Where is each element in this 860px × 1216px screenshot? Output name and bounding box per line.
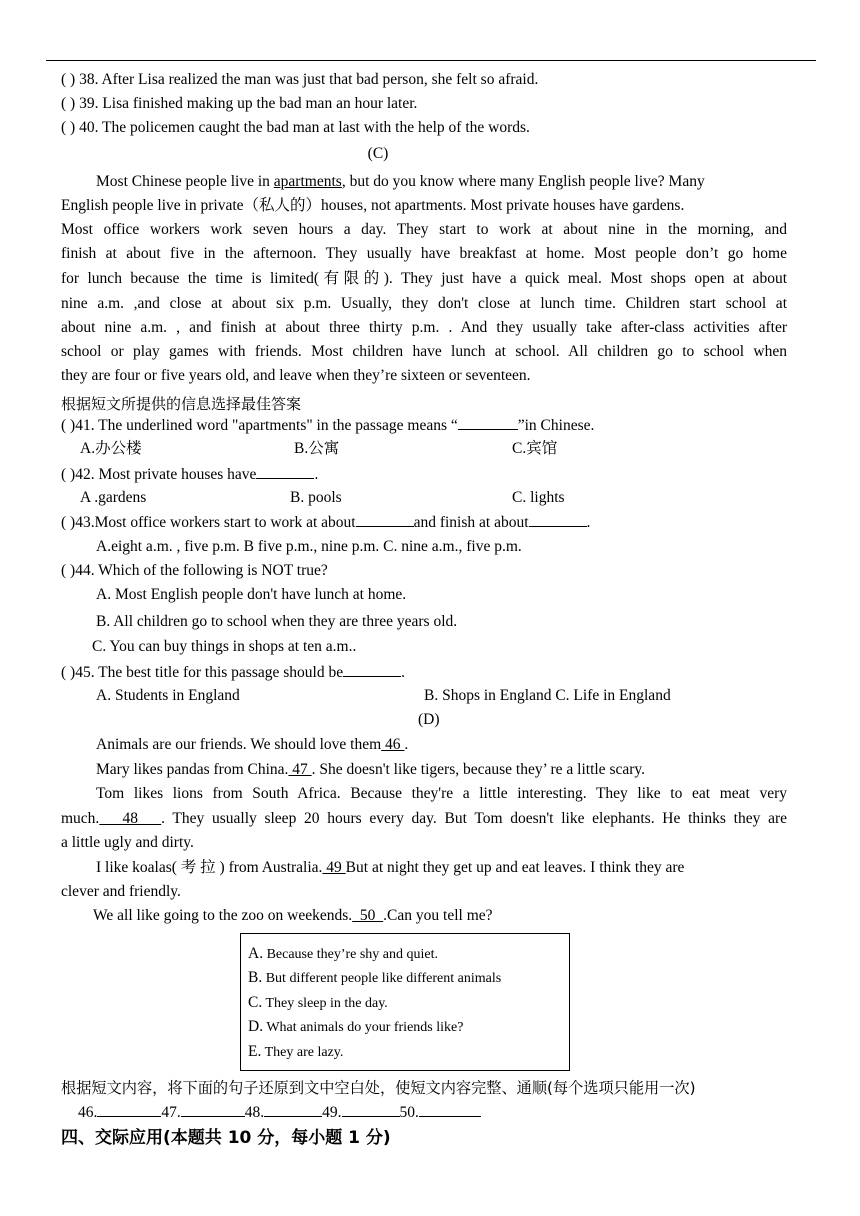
question-38: ( ) 38. After Lisa realized the man was just that bad person, she felt so afraid. [61, 71, 539, 88]
answer-blank-46[interactable] [97, 1102, 161, 1117]
option-a: A. Because they’re shy and quiet. [248, 945, 439, 962]
passage-d-line-5: a little ugly and dirty. [61, 834, 194, 851]
answer-blanks-row: 46. 47. 48. 49. 50. [78, 1102, 481, 1123]
answer-blank-47[interactable] [181, 1102, 245, 1117]
answer-blank [343, 662, 401, 677]
q44-option-a: A. Most English people don't have lunch at home. [96, 586, 407, 603]
blank-48: 48 [99, 810, 162, 827]
blank-46: 46 [381, 736, 405, 753]
blank-49: 49 [322, 859, 346, 876]
section-4-heading: 四、交际应用(本题共 10 分，每小题 1 分) [61, 1128, 391, 1148]
passage-c-line-5: for lunch because the time is limited(有限的). They just have a quick meal. Most shops open at about [61, 270, 787, 287]
question-39: ( ) 39. Lisa finished making up the bad man an hour later. [61, 95, 418, 112]
question-44: ( )44. Which of the following is NOT true? [61, 562, 328, 579]
answer-blank-49[interactable] [342, 1102, 400, 1117]
blank-47: 47 [288, 761, 312, 778]
question-45: ( )45. The best title for this passage should be . [61, 664, 405, 681]
question-42: ( )42. Most private houses have . [61, 466, 319, 483]
q44-option-b: B. All children go to school when they are three years old. [96, 613, 458, 630]
underlined-word: apartments [273, 173, 342, 190]
passage-c-line-4: finish at about five in the afternoon. They usually have breakfast at home. Most people don’t go home [61, 245, 787, 262]
q45-option-a: A. Students in England [96, 687, 240, 704]
q44-option-c: C. You can buy things in shops at ten a.m.. [92, 638, 357, 655]
option-e: E. They are lazy. [248, 1043, 344, 1060]
passage-c-line-3: Most office workers work seven hours a day. They start to work at about nine in the morning, and [61, 221, 787, 238]
answer-blank [256, 464, 314, 479]
passage-d-line-1: Animals are our friends. We should love them 46 . [96, 736, 409, 753]
passage-c-line-1: Most Chinese people live in apartments, but do you know where many English people live? Many [96, 173, 705, 190]
q41-option-c: C.宾馆 [512, 440, 558, 457]
q42-option-a: A .gardens [80, 489, 147, 506]
option-d: D. What animals do your friends like? [248, 1018, 464, 1035]
top-rule [46, 60, 816, 61]
section-c-heading: (C) [367, 145, 389, 162]
question-40: ( ) 40. The policemen caught the bad man at last with the help of the words. [61, 119, 530, 136]
passage-d-line-8: We all like going to the zoo on weekends. 50 .Can you tell me? [93, 907, 493, 924]
passage-d-line-4: much. 48 . They usually sleep 20 hours every day. But Tom doesn't like elephants. He thinks they are [61, 810, 788, 827]
section-d-heading: (D) [418, 711, 440, 728]
passage-d-line-2: Mary likes pandas from China. 47 . She doesn't like tigers, because they’ re a little scary. [96, 761, 646, 778]
q41-option-a: A.办公楼 [80, 440, 142, 457]
blank-50: 50 [352, 907, 384, 924]
option-b: B. But different people like different animals [248, 969, 502, 986]
answer-blank [356, 512, 414, 527]
answer-blank-50[interactable] [419, 1102, 481, 1117]
passage-d-line-6: I like koalas( 考 拉 ) from Australia. 49 But at night they get up and eat leaves. I think they are [96, 859, 685, 876]
instruction-c: 根据短文所提供的信息选择最佳答案 [61, 395, 302, 413]
passage-d-line-3: Tom likes lions from South Africa. Because they're a little interesting. They like to eat meat very [96, 785, 787, 802]
q41-option-b: B.公寓 [294, 440, 340, 457]
question-41: ( )41. The underlined word "apartments" in the passage means “ ”in Chinese. [61, 417, 595, 434]
option-c: C. They sleep in the day. [248, 994, 388, 1011]
passage-d-line-7: clever and friendly. [61, 883, 181, 900]
passage-c-line-7: about nine a.m. , and finish at about three thirty p.m. . And they usually take after-class activities after [61, 319, 787, 336]
q43-options: A.eight a.m. , five p.m. B five p.m., nine p.m. C. nine a.m., five p.m. [96, 538, 522, 555]
passage-c-line-8: school or play games with friends. Most children have lunch at school. All children go to school when [61, 343, 787, 360]
q45-option-bc: B. Shops in England C. Life in England [424, 687, 671, 704]
q42-option-c: C. lights [512, 489, 565, 506]
answer-blank [529, 512, 587, 527]
q42-option-b: B. pools [290, 489, 342, 506]
instruction-d: 根据短文内容，将下面的句子还原到文中空白处，使短文内容完整、通顺(每个选项只能用一次) [61, 1079, 696, 1097]
passage-c-line-9: they are four or five years old, and leave when they’re sixteen or seventeen. [61, 367, 531, 384]
question-43: ( )43.Most office workers start to work at about and finish at about . [61, 514, 591, 531]
answer-blank [458, 415, 518, 430]
answer-blank-48[interactable] [264, 1102, 322, 1117]
passage-c-line-6: nine a.m. ,and close at about six p.m. Usually, they don't close at lunch time. Children start school at [61, 295, 787, 312]
passage-c-line-2: English people live in private（私人的）houses, not apartments. Most private houses have gardens. [61, 197, 685, 214]
